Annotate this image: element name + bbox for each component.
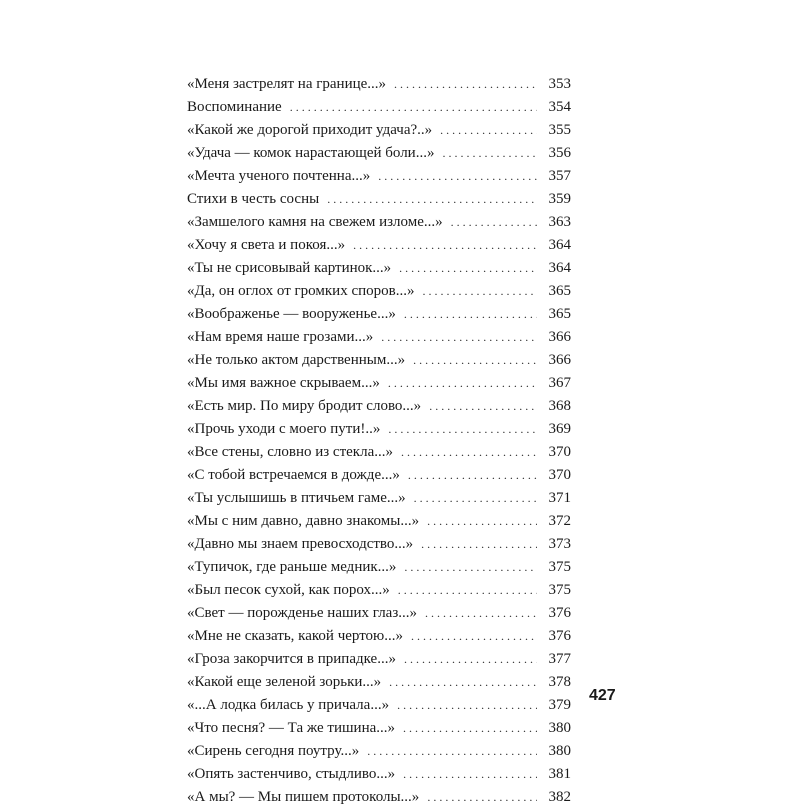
toc-entry <box>187 487 571 510</box>
dot-leader <box>427 786 537 809</box>
toc-entry-page: 379 <box>548 697 571 713</box>
dot-leader <box>422 280 537 303</box>
toc-entry-title: «Ты не срисовывай картинок...» <box>187 260 392 276</box>
toc-entry <box>187 579 571 602</box>
dot-leader <box>403 763 537 786</box>
dot-leader <box>388 372 537 395</box>
page-number: 427 <box>589 687 616 704</box>
toc-entry-page: 363 <box>548 214 571 230</box>
toc-entry-page: 375 <box>548 582 571 598</box>
dot-leader <box>425 602 537 625</box>
toc-entry <box>187 395 571 418</box>
toc-entry <box>187 211 571 234</box>
toc-entry-page: 371 <box>548 490 571 506</box>
toc-entry-page: 370 <box>548 444 571 460</box>
toc-entry-title: «Свет — порожденье наших глаз...» <box>187 605 418 621</box>
dot-leader <box>442 142 537 165</box>
toc-entry-page: 368 <box>548 398 571 414</box>
toc-entry-page: 380 <box>548 720 571 736</box>
toc-entry-title: «Что песня? — Та же тишина...» <box>187 720 396 736</box>
toc-entry-title: «Сирень сегодня поутру...» <box>187 743 360 759</box>
dot-leader <box>367 740 537 763</box>
toc-entry-page: 376 <box>548 628 571 644</box>
dot-leader <box>401 441 537 464</box>
toc-entry <box>187 464 571 487</box>
toc-entry-title: «Мы имя важное скрываем...» <box>187 375 380 391</box>
dot-leader <box>389 671 537 694</box>
toc-entry-title: «Меня застрелят на границе...» <box>187 76 387 92</box>
dot-leader <box>399 257 537 280</box>
toc-entry-page: 364 <box>548 260 571 276</box>
toc-entry <box>187 326 571 349</box>
dot-leader <box>403 717 537 740</box>
dot-leader <box>404 648 537 671</box>
toc-entry-title: «А мы? — Мы пишем протоколы...» <box>187 789 420 805</box>
toc-entry-page: 366 <box>548 352 571 368</box>
toc-entry <box>187 165 571 188</box>
toc-entry <box>187 418 571 441</box>
toc-entry-title: «Не только актом дарственным...» <box>187 352 406 368</box>
toc-entry-title: «Мы с ним давно, давно знакомы...» <box>187 513 420 529</box>
toc-entry <box>187 533 571 556</box>
toc-entry-page: 357 <box>548 168 571 184</box>
toc-entry-page: 364 <box>548 237 571 253</box>
toc-entry-title: «Да, он оглох от громких споров...» <box>187 283 415 299</box>
toc-entry <box>187 303 571 326</box>
toc-entry-page: 373 <box>548 536 571 552</box>
toc-entry-title: «Был песок сухой, как порох...» <box>187 582 390 598</box>
toc-entry-page: 367 <box>548 375 571 391</box>
toc-entry <box>187 648 571 671</box>
toc-entry-page: 380 <box>548 743 571 759</box>
toc-entry-page: 378 <box>548 674 571 690</box>
toc-entry-title: «Какой еще зеленой зорьки...» <box>187 674 382 690</box>
toc-entry-title: «С тобой встречаемся в дожде...» <box>187 467 400 483</box>
toc-entry <box>187 694 571 717</box>
toc-entry <box>187 349 571 372</box>
toc-entry <box>187 280 571 303</box>
toc-entry-page: 359 <box>548 191 571 207</box>
toc-entry-title: «Прочь уходи с моего пути!..» <box>187 421 381 437</box>
dot-leader <box>290 96 537 119</box>
dot-leader <box>394 73 537 96</box>
toc-entry <box>187 763 571 786</box>
toc-entry-title: «Тупичок, где раньше медник...» <box>187 559 397 575</box>
dot-leader <box>408 464 537 487</box>
dot-leader <box>353 234 537 257</box>
dot-leader <box>411 625 537 648</box>
toc-entry <box>187 96 571 119</box>
toc-entry-page: 354 <box>548 99 571 115</box>
toc-entry <box>187 142 571 165</box>
dot-leader <box>397 694 537 717</box>
toc-entry <box>187 717 571 740</box>
dot-leader <box>414 487 537 510</box>
toc-entry-title: «Воображенье — вооруженье...» <box>187 306 396 322</box>
toc-entry-page: 375 <box>548 559 571 575</box>
dot-leader <box>440 119 537 142</box>
toc-entry <box>187 510 571 533</box>
toc-entry <box>187 234 571 257</box>
dot-leader <box>429 395 537 418</box>
toc-entry-page: 376 <box>548 605 571 621</box>
toc-entry <box>187 740 571 763</box>
toc-entry-page: 355 <box>548 122 571 138</box>
dot-leader <box>451 211 537 234</box>
toc-entry-page: 370 <box>548 467 571 483</box>
toc-entry-page: 366 <box>548 329 571 345</box>
toc-entry-title: Стихи в честь сосны <box>187 191 320 207</box>
dot-leader <box>388 418 537 441</box>
toc-entry-title: «Какой же дорогой приходит удача?..» <box>187 122 433 138</box>
toc-entry-page: 382 <box>548 789 571 805</box>
toc-entry-title: «Гроза закорчится в припадке...» <box>187 651 396 667</box>
dot-leader <box>378 165 537 188</box>
dot-leader <box>327 188 537 211</box>
toc-entry <box>187 73 571 96</box>
toc-entry-page: 353 <box>548 76 571 92</box>
toc-entry-title: «Удача — комок нарастающей боли...» <box>187 145 435 161</box>
toc-entry-title: «...А лодка билась у причала...» <box>187 697 390 713</box>
dot-leader <box>381 326 537 349</box>
toc-entry <box>187 119 571 142</box>
toc-entry-title: Воспоминание <box>187 99 282 115</box>
toc-entry <box>187 441 571 464</box>
dot-leader <box>398 579 537 602</box>
toc-entry-page: 372 <box>548 513 571 529</box>
toc-entry <box>187 602 571 625</box>
toc-entry <box>187 556 571 579</box>
toc-entry <box>187 188 571 211</box>
toc-entry-title: «Все стены, словно из стекла...» <box>187 444 393 460</box>
toc-entry-title: «Хочу я света и покоя...» <box>187 237 346 253</box>
toc-entry-page: 356 <box>548 145 571 161</box>
toc-entry-title: «Давно мы знаем превосходство...» <box>187 536 414 552</box>
toc-entry-title: «Замшелого камня на свежем изломе...» <box>187 214 443 230</box>
dot-leader <box>421 533 537 556</box>
toc-entry-title: «Мне не сказать, какой чертою...» <box>187 628 404 644</box>
toc-entry-page: 377 <box>548 651 571 667</box>
toc-entry <box>187 372 571 395</box>
toc-entry <box>187 625 571 648</box>
toc-entry-page: 365 <box>548 283 571 299</box>
toc-entry <box>187 786 571 809</box>
toc-entry-title: «Есть мир. По миру бродит слово...» <box>187 398 422 414</box>
toc-entry <box>187 671 571 694</box>
toc-entry-page: 381 <box>548 766 571 782</box>
dot-leader <box>404 556 537 579</box>
dot-leader <box>427 510 537 533</box>
dot-leader <box>413 349 537 372</box>
toc-entry-title: «Опять застенчиво, стыдливо...» <box>187 766 396 782</box>
toc-entry-title: «Ты услышишь в птичьем гаме...» <box>187 490 406 506</box>
table-of-contents <box>187 73 571 809</box>
toc-entry-title: «Мечта ученого почтенна...» <box>187 168 371 184</box>
toc-entry-page: 369 <box>548 421 571 437</box>
toc-entry-title: «Нам время наше грозами...» <box>187 329 374 345</box>
dot-leader <box>404 303 537 326</box>
toc-entry-page: 365 <box>548 306 571 322</box>
toc-entry <box>187 257 571 280</box>
